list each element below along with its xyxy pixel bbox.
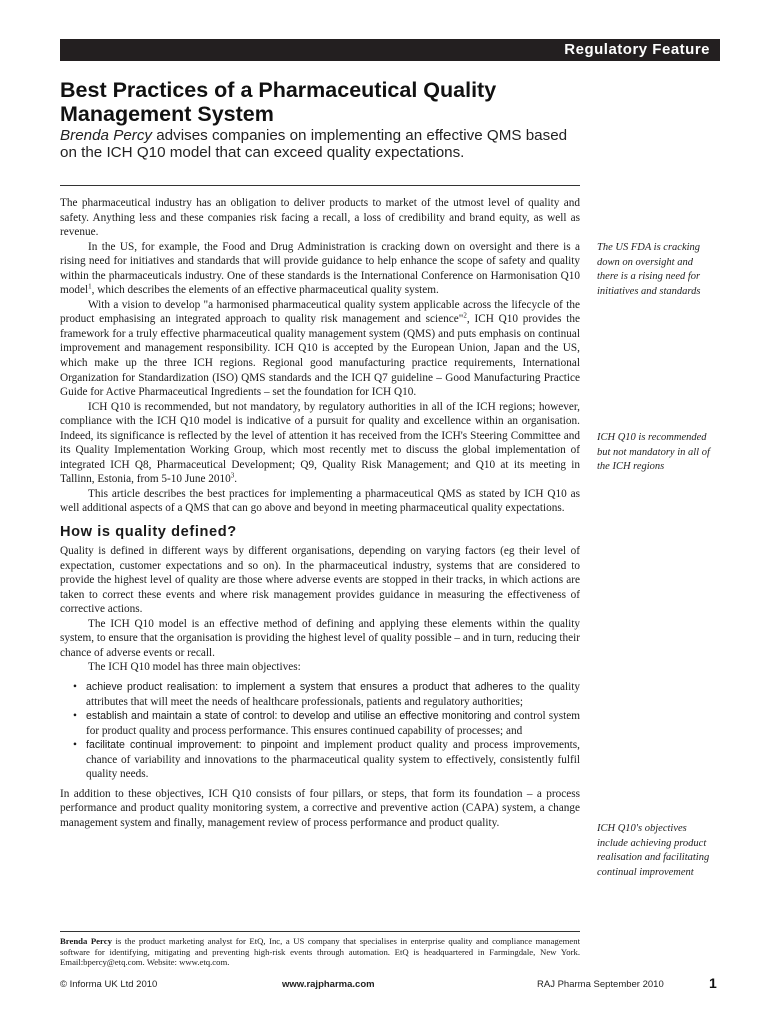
footer-issue: RAJ Pharma September 2010 (537, 979, 664, 990)
list-item: • facilitate continual improvement: to pinpoint and implement product quality and process improvements, chance of variability and innovations to the pharmaceutical quality system to effectively, consistently fulfil quality needs. (73, 739, 580, 781)
bullet-icon: • (73, 739, 77, 752)
bullet-icon: • (73, 710, 77, 723)
footnote-ref: 1 (88, 282, 92, 291)
paragraph: In addition to these objectives, ICH Q10 consists of four pillars, or steps, that form its foundation – a process performance and product quality monitoring system, a corrective and preventive action (CAPA) system, a change management system and finally, management review of process performance and product quality. (60, 787, 580, 829)
bio-name: Brenda Percy (60, 936, 112, 946)
paragraph: With a vision to develop "a harmonised pharmaceutical quality system applicable across the lifecycle of the product emphasising an integrated approach to quality risk management and science"$^2$, ICH Q10 provides the framework for a truly effective pharmaceutical quality management system (QMS) and puts emphasis on continual improvement and management responsibility. ICH Q10 is accepted by the European Union, Japan and the US, which make up the three ICH regions. Regional good manufacturing practice requirements, International Organization for Standardization (ISO) QMS standards and the ICH Q7 guideline – Good Manufacturing Practice Guide for Active Pharmaceutical Ingredients – set the foundation for ICH Q10. (60, 298, 580, 399)
author-name: Brenda Percy (60, 127, 153, 144)
paragraph: This article describes the best practices for implementing a pharmaceutical QMS as stated by ICH Q10 as well additional aspects of a QMS that can go above and beyond in meeting pharmaceutical quality expectations. (60, 487, 580, 515)
article-title: Best Practices of a Pharmaceutical Quality Management System (60, 78, 497, 126)
paragraph: The pharmaceutical industry has an obligation to deliver products to market of the utmost level of quality and safety. Anything less and these companies risk facing a recall, a loss of credibility and brand equity, as well as revenue. (60, 197, 580, 239)
footer-website: www.rajpharma.com (282, 979, 375, 990)
paragraph: Quality is defined in different ways by different organisations, depending on varying factors (eg their level of expectation, customer expectations and so on). In the pharmaceutical industry, systems that are considered to provide the highest level of quality are those where adverse events are stopped in their tracks, in which actions are taken to correct these events and where risk management provides guidance in measuring the effectiveness of corrective actions. (60, 545, 580, 616)
title-divider (60, 185, 580, 186)
paragraph: The ICH Q10 model has three main objectives: (88, 661, 301, 674)
author-bio (60, 936, 580, 968)
section-header-bar (60, 39, 720, 61)
page-number: 1 (709, 975, 717, 991)
pull-quote: ICH Q10's objectives include achieving product realisation and facilitating continual improvement (597, 823, 710, 878)
footer-copyright: © Informa UK Ltd 2010 (60, 979, 158, 990)
standfirst (60, 128, 580, 161)
article-body (60, 196, 580, 830)
section-label: Regulatory Feature (564, 41, 710, 58)
objectives-list (60, 680, 580, 782)
section-heading: How is quality defined? (60, 524, 237, 541)
list-item: • achieve product realisation: to implement a system that ensures a product that adheres to the quality attributes that will meet the needs of healthcare professionals, patients and regulatory authorities; (73, 680, 580, 708)
footnote-ref: 3 (230, 471, 235, 480)
footnote-ref: 2 (463, 311, 467, 320)
bio-text: is the product marketing analyst for EtQ, Inc, a US company that specialises in enterprise quality and compliance management software for identifying, mitigating and preventing high-risk events through automation. EtQ is headquartered in Farmingdale, New York. Email:bpercy@etq.com. Website: www.etq.com. (60, 936, 581, 968)
paragraph: ICH Q10 is recommended, but not mandatory, by regulatory authorities in all of the ICH regions; however, compliance with the ICH Q10 model is indicative of a pursuit for quality and excellence within an organisation. Indeed, its significance is reflected by the level of attention it has received from the ICH's Steering Committee and its Quality Implementation Working Group, which most recently met to discuss the global implementation of integrated ICH Q8, Pharmaceutical Development; Q9, Quality Risk Management; and Q10 at its meeting in Tallinn, Estonia, from 5-10 June 2010$^3$. (60, 400, 580, 486)
paragraph: The ICH Q10 model is an effective method of defining and applying these elements within the quality system, to ensure that the organisation is providing the highest level of quality possible – and in turn, reducing their chance of adverse events or recall. (60, 617, 581, 659)
pull-quote: ICH Q10 is recommended but not mandatory in all of the ICH regions (597, 432, 710, 472)
bio-divider (60, 931, 580, 932)
bullet-icon: • (73, 680, 77, 693)
pull-quote: The US FDA is cracking down on oversight and there is a rising need for initiatives and standards (597, 242, 701, 297)
paragraph: In the US, for example, the Food and Drug Administration is cracking down on oversight and there is a rising need for initiatives and standards that will provide guidance to help enhance the scope of safety and quality within the pharmaceuticals industry. One of these standards is the International Conference on Harmonisation Q10 model$^1$, which describes the elements of an effective pharmaceutical quality system. (60, 240, 580, 297)
list-item: • establish and maintain a state of control: to develop and utilise an effective monitoring and control system for product quality and process performance. This ensures continued capability of processes; and (73, 710, 580, 737)
standfirst-text: advises companies on implementing an effective QMS based on the ICH Q10 model that can exceed quality expectations. (60, 127, 568, 161)
